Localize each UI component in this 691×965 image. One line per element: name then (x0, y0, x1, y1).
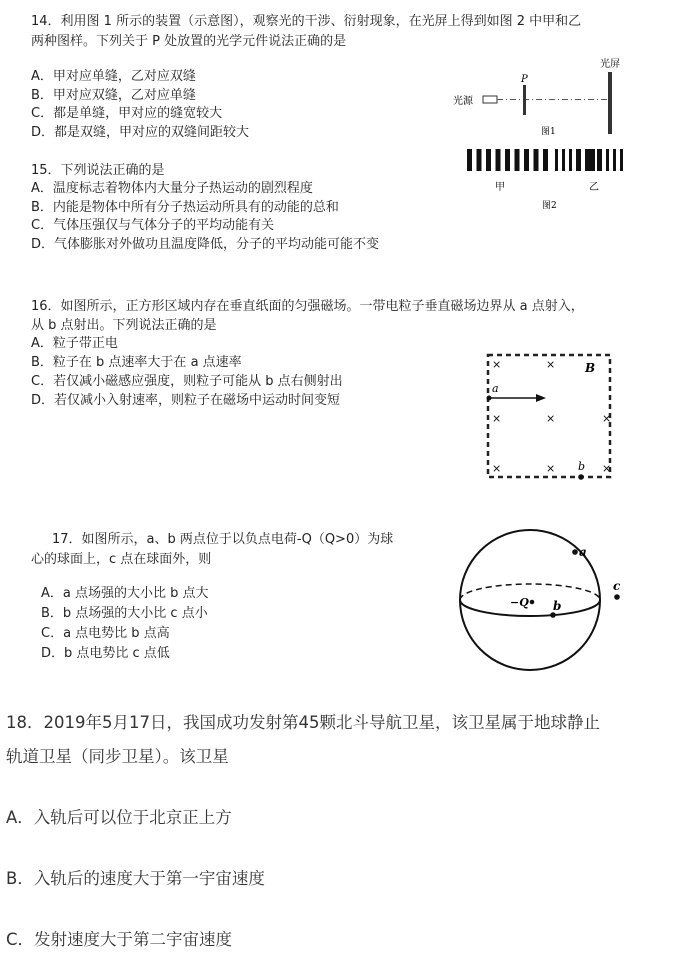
field-cross: × (492, 412, 502, 425)
field-cross: × (602, 462, 612, 475)
field-cross: × (492, 462, 502, 475)
point-b-label: b (553, 599, 562, 613)
q14-option-a: A．甲对应单缝，乙对应双缝 (31, 69, 196, 84)
field-crosses (492, 358, 611, 475)
q15-option-b: B．内能是物体中所有分子热运动所具有的动能的总和 (31, 200, 339, 215)
q16-magnetic-field-figure (478, 346, 623, 486)
field-cross: × (546, 412, 556, 425)
point-c-label: c (613, 579, 621, 593)
fringe-bar (515, 149, 520, 171)
fringe-bar (597, 149, 602, 171)
q14-stem-line-2: 两种图样。下列关于 P 处放置的光学元件说法正确的是 (31, 34, 347, 49)
point-a-label: a (492, 382, 499, 395)
point-b-label: b (578, 460, 586, 473)
screen-label: 光屏 (600, 59, 620, 70)
q17-option-a: A．a 点场强的大小比 b 点大 (41, 586, 209, 601)
q14-option-c: C．都是单缝，甲对应的缝宽较大 (31, 106, 223, 121)
charge-point (530, 600, 535, 605)
light-source-label: 光源 (453, 96, 473, 107)
q15-option-d: D．气体膨胀对外做功且温度降低，分子的平均动能可能不变 (31, 237, 380, 252)
fringe-bar (576, 149, 581, 171)
fringe-bar (496, 149, 501, 171)
fringe-bar (524, 149, 529, 171)
fringe-bar (505, 149, 510, 171)
point-c (614, 594, 620, 600)
q14-optics-figure (445, 52, 640, 220)
fringe-bar (613, 149, 616, 171)
fringe-bar (562, 149, 565, 171)
q17-option-b: B．b 点场强的大小比 c 点小 (41, 606, 208, 621)
q16-stem-line-2: 从 b 点射出。下列说法正确的是 (31, 318, 217, 333)
q15-stem: 15．下列说法正确的是 (31, 163, 165, 178)
optical-element-p (523, 85, 526, 115)
charge-label: −Q (510, 596, 529, 609)
q17-stem-line-1: 17．如图所示，a、b 两点位于以负点电荷-Q（Q>0）为球 (52, 532, 394, 547)
point-a (572, 549, 578, 555)
fringe-bar (620, 149, 623, 171)
q17-option-c: C．a 点电势比 b 点高 (41, 626, 170, 641)
q18-option-b: B．入轨后的速度大于第一宇宙速度 (6, 869, 265, 888)
q15-option-a: A．温度标志着物体内大量分子热运动的剧烈程度 (31, 181, 313, 196)
q16-option-d: D．若仅减小入射速率，则粒子在磁场中运动时间变短 (31, 393, 341, 408)
fringe-bar (555, 149, 558, 171)
field-cross: × (602, 412, 612, 425)
point-b (550, 612, 556, 618)
field-cross: × (546, 358, 556, 371)
q16-option-a: A．粒子带正电 (31, 336, 118, 351)
q18-option-c: C．发射速度大于第二宇宙速度 (6, 930, 233, 949)
q17-sphere-figure (445, 520, 645, 680)
point-a-label: a (579, 545, 587, 559)
fringe-bar (477, 149, 482, 171)
yi-label: 乙 (589, 182, 599, 193)
fig1-caption: 图1 (541, 127, 556, 137)
fringe-bar (585, 149, 595, 171)
fig2-caption: 图2 (542, 201, 557, 211)
q17-stem-line-2: 心的球面上，c 点在球面外，则 (31, 552, 212, 567)
fringe-bar (467, 149, 472, 171)
field-cross: × (546, 462, 556, 475)
q18-stem-line-1: 18．2019年5月17日，我国成功发射第45颗北斗导航卫星，该卫星属于地球静止 (6, 713, 600, 732)
q16-option-b: B．粒子在 b 点速率大于在 a 点速率 (31, 355, 242, 370)
fringe-bar (606, 149, 609, 171)
q16-option-c: C．若仅减小磁感应强度，则粒子可能从 b 点右侧射出 (31, 374, 343, 389)
field-b-label: B (585, 361, 596, 375)
p-label: P (521, 74, 528, 85)
equator-back (460, 584, 600, 600)
pattern-jia (467, 149, 548, 171)
pattern-yi (555, 149, 623, 171)
light-source (483, 96, 497, 103)
fringe-bar (534, 149, 539, 171)
q16-stem-line-1: 16．如图所示，正方形区域内存在垂直纸面的匀强磁场。一带电粒子垂直磁场边界从 a 点射入， (31, 299, 584, 314)
velocity-arrowhead (536, 394, 546, 402)
q18-stem-line-2: 轨道卫星（同步卫星）。该卫星 (6, 747, 229, 766)
light-screen (608, 72, 612, 134)
q17-option-d: D．b 点电势比 c 点低 (41, 646, 170, 661)
field-cross: × (492, 358, 502, 371)
jia-label: 甲 (495, 182, 505, 193)
q14-option-d: D．都是双缝，甲对应的双缝间距较大 (31, 125, 250, 140)
q15-option-c: C．气体压强仅与气体分子的平均动能有关 (31, 218, 275, 233)
fringe-bar (569, 149, 572, 171)
q14-stem-line-1: 14．利用图 1 所示的装置（示意图），观察光的干涉、衍射现象，在光屏上得到如图 2 中甲和乙 (31, 14, 582, 29)
q14-option-b: B．甲对应双缝，乙对应单缝 (31, 88, 196, 103)
point-b (578, 474, 584, 480)
q18-option-a: A．入轨后可以位于北京正上方 (6, 808, 232, 827)
fringe-bar (486, 149, 491, 171)
fringe-bar (543, 149, 548, 171)
